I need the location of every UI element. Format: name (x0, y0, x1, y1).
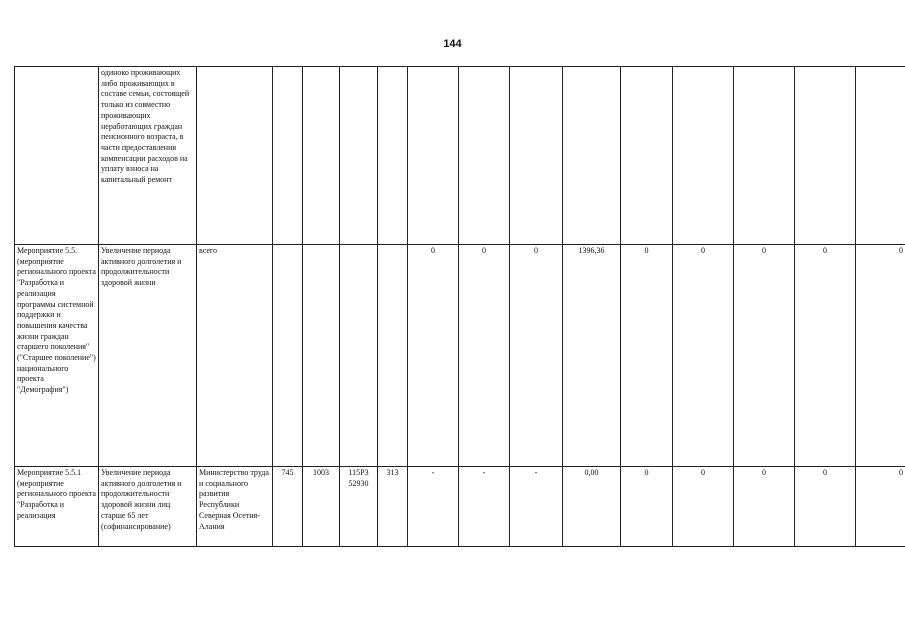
value-cell: 0 (510, 245, 563, 467)
value-cell: - (408, 467, 459, 547)
value-cell: 0 (734, 245, 795, 467)
executor-cell: всего (197, 245, 273, 467)
value-cell: 0 (408, 245, 459, 467)
rzpr-cell (303, 67, 340, 245)
budget-table (14, 66, 905, 547)
value-cell (621, 67, 673, 245)
value-cell: 0 (856, 245, 905, 467)
value-cell (510, 67, 563, 245)
goal-cell: одиноко проживающих либо проживающих в составе семьи, состоящей только из совместно проживающих неработающих граждан пенсионного возраста, в части предоставления компенсации расходов на уплату взноса на капитальный ремонт (99, 67, 197, 245)
value-cell: 0 (459, 245, 510, 467)
value-cell (795, 67, 856, 245)
value-cell: - (510, 467, 563, 547)
csr-cell (340, 245, 378, 467)
value-cell (459, 67, 510, 245)
grbs-cell (273, 245, 303, 467)
executor-cell: Министерство труда и социального развития Республики Северная Осетия-Алания (197, 467, 273, 547)
rzpr-cell: 1003 (303, 467, 340, 547)
value-cell: 0 (673, 467, 734, 547)
vr-cell: 313 (378, 467, 408, 547)
value-cell (563, 67, 621, 245)
value-cell: 0 (795, 245, 856, 467)
value-cell: 0 (621, 245, 673, 467)
value-cell: 0 (795, 467, 856, 547)
vr-cell (378, 245, 408, 467)
value-cell: 0 (673, 245, 734, 467)
event-cell: Мероприятие 5.5. (мероприятие регионального проекта "Разработка и реализация программы системной поддержки и повышения качества жизни граждан старшего поколения" ("Старшее поколение") национального проекта "Демография") (15, 245, 99, 467)
value-cell (673, 67, 734, 245)
value-cell: 0 (856, 467, 905, 547)
vr-cell (378, 67, 408, 245)
value-cell (856, 67, 905, 245)
value-cell: 0,00 (563, 467, 621, 547)
value-cell: 0 (621, 467, 673, 547)
csr-cell (340, 67, 378, 245)
goal-cell: Увеличение периода активного долголетия и продолжительности здоровой жизни лиц старше 65 лет (софинансирование) (99, 467, 197, 547)
value-cell (734, 67, 795, 245)
rzpr-cell (303, 245, 340, 467)
goal-cell: Увеличение периода активного долголетия и продолжительности здоровой жизни (99, 245, 197, 467)
table-row (15, 245, 905, 467)
csr-cell: 115Р3 52930 (340, 467, 378, 547)
executor-cell (197, 67, 273, 245)
value-cell: 0 (734, 467, 795, 547)
event-cell (15, 67, 99, 245)
table-row (15, 67, 905, 245)
page-number: 144 (443, 38, 462, 50)
grbs-cell: 745 (273, 467, 303, 547)
table-row (15, 467, 905, 547)
event-cell: Мероприятие 5.5.1 (мероприятие регионального проекта "Разработка и реализация (15, 467, 99, 547)
value-cell (408, 67, 459, 245)
value-cell: - (459, 467, 510, 547)
value-cell: 1396,36 (563, 245, 621, 467)
grbs-cell (273, 67, 303, 245)
